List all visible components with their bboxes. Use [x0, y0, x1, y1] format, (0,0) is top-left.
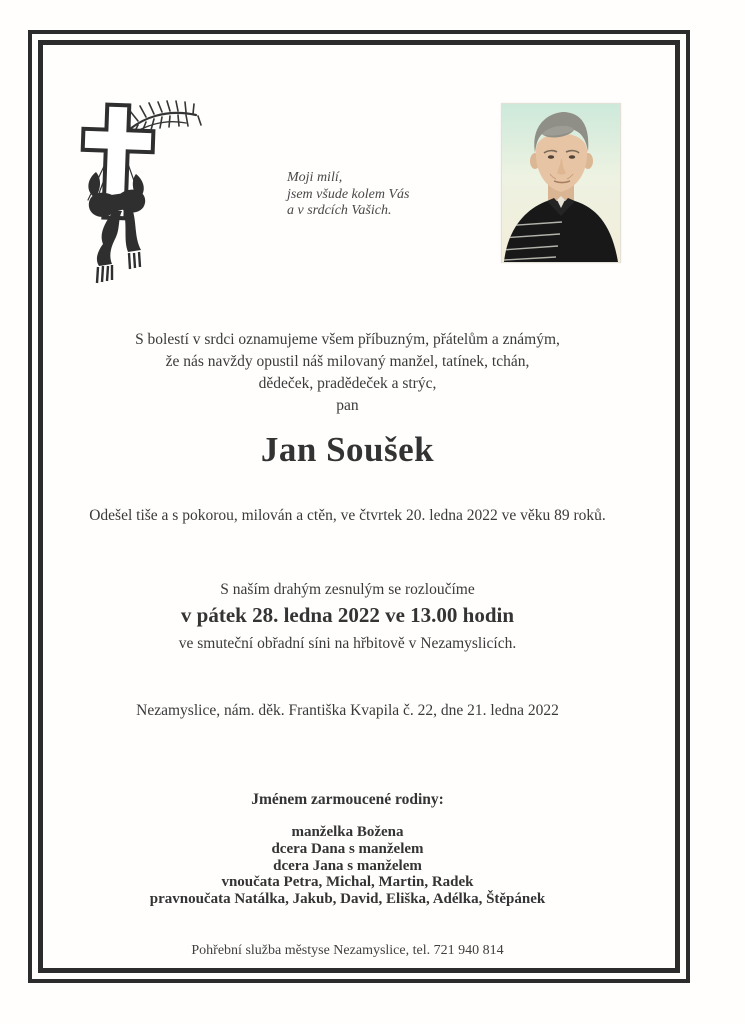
memorial-quote-line: Moji milí, — [287, 170, 343, 185]
cross-with-palm-icon — [72, 92, 206, 288]
passing-info: Odešel tiše a s pokorou, milován a ctěn, ve čtvrtek 20. ledna 2022 ve věku 89 roků. — [89, 507, 606, 524]
memorial-quote-line: jsem všude kolem Vás — [287, 186, 410, 202]
family-member: pravnoučata Natálka, Jakub, David, Eliška, Adélka, Štěpánek — [149, 891, 546, 908]
memorial-quote — [287, 170, 427, 220]
family-member: dcera Jana s manželem — [273, 857, 422, 874]
announcement-line: že nás navždy opustil náš milovaný manžel, tatínek, tchán, — [165, 353, 530, 370]
portrait-photo — [501, 103, 621, 263]
family-member: dcera Dana s manželem — [271, 840, 424, 857]
announcement-line: dědeček, pradědeček a strýc, — [258, 375, 437, 392]
farewell-datetime: v pátek 28. ledna 2022 ve 13.00 hodin — [180, 603, 515, 627]
announcement-text — [30, 329, 665, 417]
deceased-name: Jan Soušek — [260, 430, 435, 469]
dateline: Nezamyslice, nám. děk. Františka Kvapila č. 22, dne 21. ledna 2022 — [136, 702, 559, 719]
funeral-service-footer: Pohřební služba městyse Nezamyslice, tel. 721 940 814 — [191, 943, 504, 958]
family-section-header: Jménem zarmoucené rodiny: — [251, 791, 444, 808]
family-member: vnoučata Petra, Michal, Martin, Radek — [221, 874, 474, 891]
farewell-location: ve smuteční obřadní síni na hřbitově v Nezamyslicích. — [178, 635, 517, 652]
family-member-list — [30, 824, 665, 908]
memorial-quote-line: a v srdcích Vašich. — [287, 203, 392, 218]
farewell-intro: S naším drahým zesnulým se rozloučíme — [220, 581, 475, 598]
announcement-line: S bolestí v srdci oznamujeme všem příbuzným, přátelům a známým, — [135, 331, 560, 348]
announcement-line: pan — [336, 397, 359, 414]
family-member: manželka Božena — [291, 824, 404, 840]
